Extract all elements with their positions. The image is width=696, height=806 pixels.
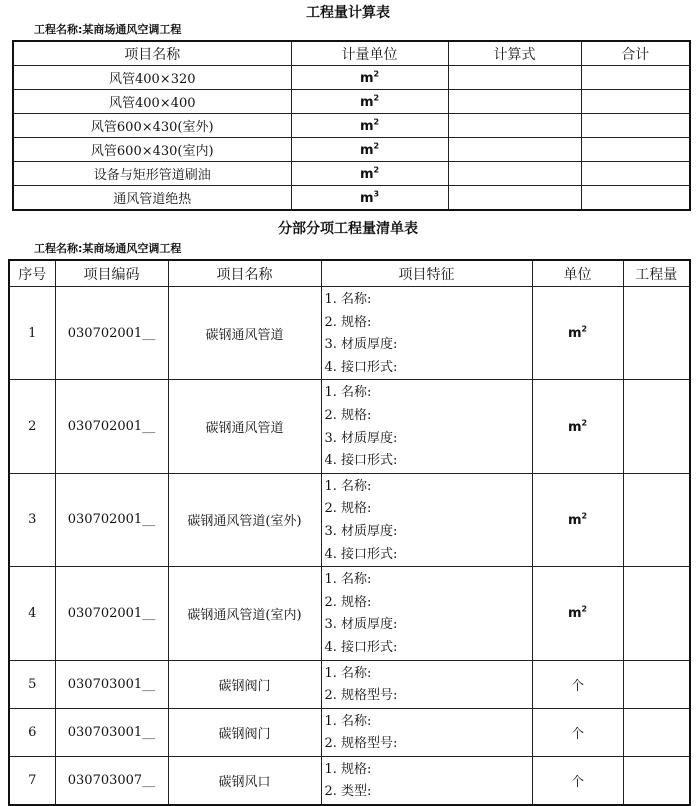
table1-row <box>13 162 690 186</box>
item-code-cell: 030702001__ <box>55 473 168 566</box>
feature-line: 1. 名称: <box>324 713 372 729</box>
item-name-cell: 碳钢通风管道(室外) <box>168 473 321 566</box>
feature-line: 1. 名称: <box>324 572 372 588</box>
unit-exponent: 2 <box>581 605 588 615</box>
feature-line: 3. 材质厚度: <box>324 430 398 446</box>
unit-base: m <box>359 166 374 182</box>
formula-cell <box>448 162 581 186</box>
table1-row <box>13 138 690 162</box>
table1-header: 计量单位 <box>291 41 448 66</box>
unit-cell <box>291 138 448 162</box>
unit-base: m <box>567 513 582 529</box>
feature-line: 4. 接口形式: <box>324 453 398 469</box>
table1-row <box>13 66 690 90</box>
unit-value <box>360 95 379 110</box>
table2-row <box>9 287 690 380</box>
unit-value <box>568 513 587 528</box>
quantity-cell <box>623 380 690 473</box>
table2-row <box>9 708 690 756</box>
feature-line: 3. 材质厚度: <box>324 337 398 353</box>
quantity-cell <box>623 708 690 756</box>
row-number-cell: 2 <box>9 380 55 473</box>
item-code-cell: 030703001__ <box>55 708 168 756</box>
quantity-cell <box>623 660 690 708</box>
feature-cell <box>321 567 532 660</box>
unit-cell <box>532 660 623 708</box>
item-code-cell: 030703007__ <box>55 756 168 805</box>
table2-header: 工程量 <box>623 260 690 287</box>
feature-line: 4. 接口形式: <box>324 546 398 562</box>
row-number-cell: 3 <box>9 473 55 566</box>
table2-header: 项目特征 <box>321 260 532 287</box>
unit-cell <box>291 66 448 90</box>
unit-cell <box>291 90 448 114</box>
unit-base: m <box>359 118 374 134</box>
item-name-cell: 碳钢风口 <box>168 756 321 805</box>
item-name-cell: 碳钢阀门 <box>168 708 321 756</box>
feature-line: 4. 接口形式: <box>324 639 398 655</box>
unit-cell <box>291 162 448 186</box>
table1-header: 计算式 <box>448 41 581 66</box>
item-code-cell: 030702001__ <box>55 380 168 473</box>
unit-exponent: 2 <box>581 325 588 335</box>
row-number-cell: 6 <box>9 708 55 756</box>
item-name-cell: 通风管道绝热 <box>13 186 291 211</box>
unit-base: m <box>359 70 374 86</box>
feature-line: 1. 名称: <box>324 478 372 494</box>
item-name-cell: 设备与矩形管道刷油 <box>13 162 291 186</box>
total-cell <box>581 90 690 114</box>
table2-project-label: 工程名称:某商场通风空调工程 <box>34 242 182 255</box>
table1-header-row <box>13 41 690 66</box>
table1-project-label: 工程名称:某商场通风空调工程 <box>34 23 182 36</box>
unit-base: m <box>567 326 582 342</box>
row-number-cell: 7 <box>9 756 55 805</box>
unit-cell <box>291 114 448 138</box>
feature-line: 1. 名称: <box>324 292 372 307</box>
quantity-cell <box>623 473 690 566</box>
item-name-cell: 碳钢通风管道 <box>168 380 321 473</box>
feature-cell <box>321 660 532 708</box>
table1-row <box>13 90 690 114</box>
formula-cell <box>448 138 581 162</box>
unit-value: 个 <box>570 726 584 742</box>
unit-cell <box>532 287 623 380</box>
feature-line: 2. 规格: <box>324 407 372 423</box>
table2-row <box>9 380 690 473</box>
table1-header: 合计 <box>581 41 690 66</box>
unit-value <box>360 71 379 86</box>
feature-cell <box>321 380 532 473</box>
unit-base: m <box>359 94 374 110</box>
unit-exponent: 2 <box>373 165 380 175</box>
item-code-cell: 030702001__ <box>55 287 168 380</box>
feature-line: 4. 接口形式: <box>324 359 398 375</box>
item-name-cell: 风管600×430(室外) <box>13 114 291 138</box>
feature-line: 2. 规格: <box>324 314 372 330</box>
row-number-cell: 5 <box>9 660 55 708</box>
formula-cell <box>448 186 581 211</box>
row-number-cell: 4 <box>9 567 55 660</box>
item-name-cell: 碳钢阀门 <box>168 660 321 708</box>
formula-cell <box>448 66 581 90</box>
table2-header: 单位 <box>532 260 623 287</box>
total-cell <box>581 186 690 211</box>
bill-of-quantities-table <box>8 259 691 806</box>
unit-base: m <box>359 142 374 158</box>
feature-line: 2. 规格型号: <box>324 688 398 704</box>
unit-exponent: 2 <box>581 511 588 521</box>
table2-header: 项目名称 <box>168 260 321 287</box>
unit-base: m <box>567 606 582 622</box>
unit-base: m <box>567 419 582 435</box>
quantity-calculation-table <box>12 40 691 211</box>
table2-row <box>9 567 690 660</box>
unit-value <box>360 143 379 158</box>
item-name-cell: 碳钢通风管道 <box>168 287 321 380</box>
feature-line: 2. 规格型号: <box>324 736 398 752</box>
feature-line: 3. 材质厚度: <box>324 523 398 539</box>
total-cell <box>581 66 690 90</box>
feature-line: 1. 名称: <box>324 385 372 401</box>
table1-title: 工程量计算表 <box>306 5 390 21</box>
item-code-cell: 030703001__ <box>55 660 168 708</box>
table2-row <box>9 660 690 708</box>
feature-line: 2. 规格: <box>324 594 372 610</box>
feature-line: 2. 类型: <box>324 784 372 800</box>
quantity-cell <box>623 567 690 660</box>
unit-exponent: 2 <box>373 117 380 127</box>
item-code-cell: 030702001__ <box>55 567 168 660</box>
unit-cell <box>532 473 623 566</box>
unit-cell <box>532 567 623 660</box>
table2-header: 项目编码 <box>55 260 168 287</box>
unit-value <box>568 326 587 341</box>
unit-exponent: 2 <box>581 418 588 428</box>
row-number-cell: 1 <box>9 287 55 380</box>
item-name-cell: 风管600×430(室内) <box>13 138 291 162</box>
feature-line: 1. 规格: <box>324 761 372 777</box>
total-cell <box>581 138 690 162</box>
unit-exponent: 3 <box>373 189 380 199</box>
unit-value: 个 <box>570 678 584 694</box>
unit-base: m <box>359 190 374 206</box>
item-name-cell: 风管400×320 <box>13 66 291 90</box>
table2-title: 分部分项工程量清单表 <box>278 221 418 237</box>
unit-value <box>360 119 379 134</box>
feature-line: 3. 材质厚度: <box>324 617 398 633</box>
formula-cell <box>448 90 581 114</box>
unit-value <box>360 191 379 206</box>
feature-cell <box>321 473 532 566</box>
unit-value <box>568 420 587 435</box>
table2-header-row <box>9 260 690 287</box>
table1-row <box>13 186 690 211</box>
feature-cell <box>321 287 532 380</box>
item-name-cell: 风管400×400 <box>13 90 291 114</box>
total-cell <box>581 162 690 186</box>
unit-value <box>568 606 587 621</box>
unit-cell <box>291 186 448 211</box>
unit-cell <box>532 708 623 756</box>
unit-value: 个 <box>570 774 584 790</box>
unit-cell <box>532 380 623 473</box>
feature-cell <box>321 708 532 756</box>
feature-line: 1. 名称: <box>324 665 372 681</box>
table2-row <box>9 473 690 566</box>
unit-exponent: 2 <box>373 69 380 79</box>
formula-cell <box>448 114 581 138</box>
unit-value <box>360 167 379 182</box>
quantity-cell <box>623 287 690 380</box>
table1-header: 项目名称 <box>13 41 291 66</box>
table1-row <box>13 114 690 138</box>
item-name-cell: 碳钢通风管道(室内) <box>168 567 321 660</box>
table2-header: 序号 <box>9 260 55 287</box>
total-cell <box>581 114 690 138</box>
feature-line: 2. 规格: <box>324 501 372 517</box>
unit-exponent: 2 <box>373 141 380 151</box>
unit-exponent: 2 <box>373 93 380 103</box>
